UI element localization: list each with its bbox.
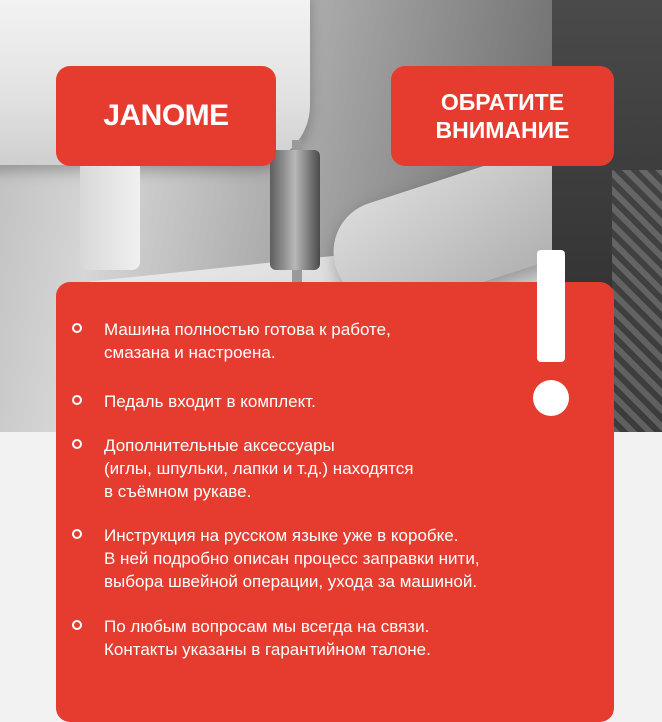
notice-line: Педаль входит в комплект. bbox=[104, 392, 316, 411]
bullet-icon bbox=[72, 395, 82, 405]
presser-foot bbox=[270, 150, 320, 270]
notice-item bbox=[72, 390, 572, 413]
notice-line: смазана и настроена. bbox=[104, 343, 276, 362]
notice-item bbox=[72, 615, 572, 661]
notice-line: Машина полностью готова к работе, bbox=[104, 320, 391, 339]
bullet-icon bbox=[72, 529, 82, 539]
notice-title-line-1: ОБРАТИТЕ bbox=[440, 89, 565, 115]
notice-line: выбора швейной операции, ухода за машиной. bbox=[104, 572, 478, 591]
notice-item bbox=[72, 318, 572, 364]
notice-badge bbox=[391, 66, 614, 166]
brand-name: JANOME bbox=[103, 99, 229, 132]
notice-line: в съёмном рукаве. bbox=[104, 482, 252, 501]
notice-line: Инструкция на русском языке уже в коробке. bbox=[104, 526, 459, 545]
notice-title-line-2: ВНИМАНИЕ bbox=[435, 117, 570, 143]
textile-pattern bbox=[612, 170, 662, 432]
bullet-icon bbox=[72, 620, 82, 630]
bullet-icon bbox=[72, 323, 82, 333]
notice-line: Дополнительные аксессуары bbox=[104, 436, 335, 455]
notice-list bbox=[72, 318, 572, 687]
notice-line: (иглы, шпульки, лапки и т.д.) находятся bbox=[104, 459, 414, 478]
notice-item bbox=[72, 434, 572, 503]
notice-title bbox=[435, 88, 569, 144]
notice-line: Контакты указаны в гарантийном талоне. bbox=[104, 640, 431, 659]
brand-badge bbox=[56, 66, 276, 166]
notice-item bbox=[72, 524, 572, 593]
notice-line: По любым вопросам мы всегда на связи. bbox=[104, 617, 430, 636]
notice-line: В ней подробно описан процесс заправки нити, bbox=[104, 549, 480, 568]
bullet-icon bbox=[72, 439, 82, 449]
